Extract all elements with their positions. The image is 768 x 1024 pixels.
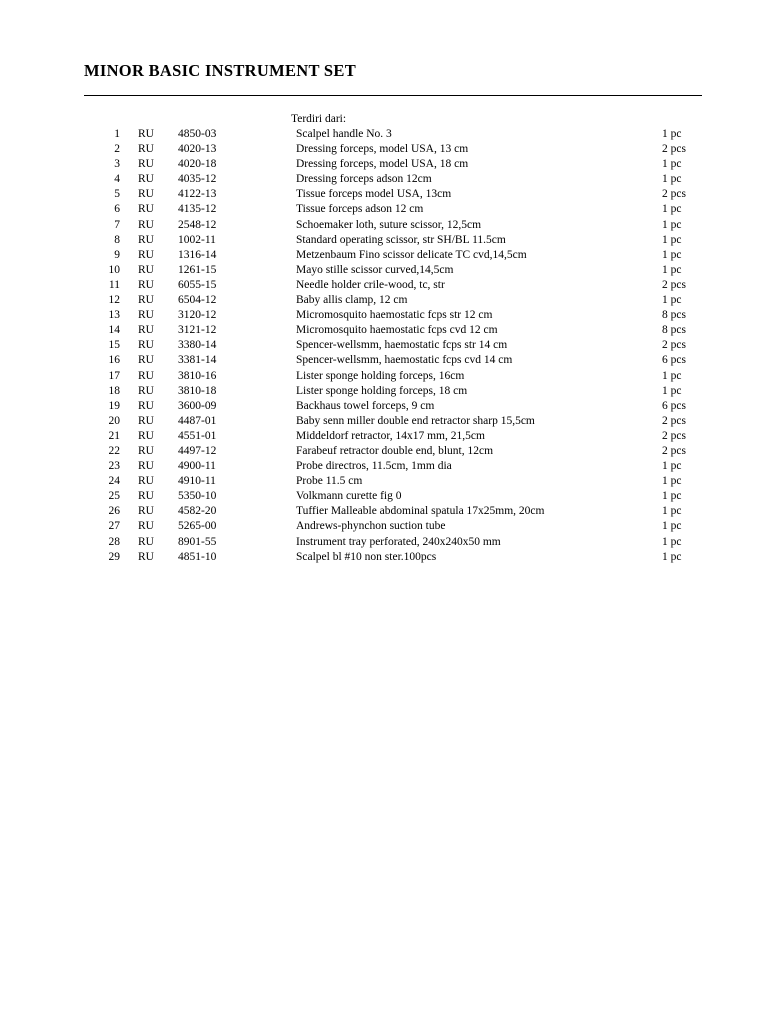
item-description: Baby senn miller double end retractor sharp 15,5cm <box>296 414 535 427</box>
item-quantity: 2 pcs <box>662 188 686 201</box>
item-number: 17 <box>108 369 120 382</box>
item-number: 22 <box>108 444 120 457</box>
item-number: 12 <box>108 294 120 307</box>
list-item <box>0 263 768 278</box>
title-divider <box>84 95 702 96</box>
item-prefix: RU <box>138 490 154 503</box>
item-description: Lister sponge holding forceps, 18 cm <box>296 384 468 397</box>
item-prefix: RU <box>138 444 154 457</box>
intro-text: Terdiri dari: <box>291 113 347 125</box>
item-quantity: 1 pc <box>662 294 682 307</box>
list-item <box>0 248 768 263</box>
list-item <box>0 369 768 384</box>
list-item <box>0 429 768 444</box>
list-item <box>0 550 768 565</box>
item-code: 1261-15 <box>178 263 217 276</box>
item-description: Middeldorf retractor, 14x17 mm, 21,5cm <box>296 429 485 442</box>
item-quantity: 1 pc <box>662 460 682 473</box>
item-number: 24 <box>108 475 120 488</box>
item-number: 28 <box>108 535 120 548</box>
item-quantity: 2 pcs <box>662 444 686 457</box>
item-quantity: 1 pc <box>662 475 682 488</box>
list-item <box>0 142 768 157</box>
item-quantity: 1 pc <box>662 248 682 261</box>
item-code: 1002-11 <box>178 233 216 246</box>
list-item <box>0 504 768 519</box>
item-description: Tissue forceps model USA, 13cm <box>296 188 452 201</box>
list-item <box>0 444 768 459</box>
item-number: 23 <box>108 460 120 473</box>
item-code: 5265-00 <box>178 520 217 533</box>
item-quantity: 1 pc <box>662 384 682 397</box>
item-number: 19 <box>108 399 120 412</box>
item-description: Micromosquito haemostatic fcps cvd 12 cm <box>296 324 498 337</box>
item-description: Farabeuf retractor double end, blunt, 12cm <box>296 444 494 457</box>
item-prefix: RU <box>138 248 154 261</box>
item-code: 4910-11 <box>178 475 216 488</box>
list-item <box>0 172 768 187</box>
item-quantity: 1 pc <box>662 158 682 171</box>
item-number: 6 <box>114 203 120 216</box>
item-prefix: RU <box>138 173 154 186</box>
list-item <box>0 308 768 323</box>
list-item <box>0 459 768 474</box>
item-quantity: 1 pc <box>662 505 682 518</box>
item-description: Volkmann curette fig 0 <box>296 490 402 503</box>
item-prefix: RU <box>138 233 154 246</box>
item-code: 8901-55 <box>178 535 217 548</box>
item-code: 4582-20 <box>178 505 217 518</box>
item-prefix: RU <box>138 324 154 337</box>
item-code: 1316-14 <box>178 248 217 261</box>
list-item <box>0 489 768 504</box>
instrument-list <box>0 127 768 565</box>
item-quantity: 8 pcs <box>662 309 686 322</box>
item-description: Dressing forceps, model USA, 13 cm <box>296 143 469 156</box>
item-quantity: 6 pcs <box>662 354 686 367</box>
item-prefix: RU <box>138 399 154 412</box>
item-prefix: RU <box>138 158 154 171</box>
list-item <box>0 218 768 233</box>
item-description: Lister sponge holding forceps, 16cm <box>296 369 465 382</box>
item-prefix: RU <box>138 384 154 397</box>
item-prefix: RU <box>138 294 154 307</box>
item-description: Backhaus towel forceps, 9 cm <box>296 399 435 412</box>
item-prefix: RU <box>138 128 154 140</box>
item-prefix: RU <box>138 535 154 548</box>
item-description: Andrews-phynchon suction tube <box>296 520 446 533</box>
item-description: Scalpel handle No. 3 <box>296 128 392 140</box>
list-item <box>0 127 768 142</box>
item-code: 4135-12 <box>178 203 217 216</box>
item-prefix: RU <box>138 309 154 322</box>
item-code: 3381-14 <box>178 354 217 367</box>
item-quantity: 1 pc <box>662 203 682 216</box>
list-item <box>0 353 768 368</box>
item-code: 3810-18 <box>178 384 217 397</box>
item-number: 5 <box>114 188 120 201</box>
item-prefix: RU <box>138 414 154 427</box>
item-number: 29 <box>108 550 120 563</box>
item-number: 13 <box>108 309 120 322</box>
item-prefix: RU <box>138 460 154 473</box>
item-quantity: 1 pc <box>662 535 682 548</box>
item-prefix: RU <box>138 475 154 488</box>
item-quantity: 1 pc <box>662 233 682 246</box>
item-quantity: 1 pc <box>662 218 682 231</box>
list-item <box>0 293 768 308</box>
item-number: 20 <box>108 414 120 427</box>
item-description: Instrument tray perforated, 240x240x50 mm <box>296 535 501 548</box>
item-description: Spencer-wellsmm, haemostatic fcps str 14 cm <box>296 339 508 352</box>
item-code: 4020-18 <box>178 158 217 171</box>
item-number: 21 <box>108 429 120 442</box>
item-description: Micromosquito haemostatic fcps str 12 cm <box>296 309 493 322</box>
item-prefix: RU <box>138 520 154 533</box>
item-number: 11 <box>108 278 120 291</box>
item-prefix: RU <box>138 188 154 201</box>
item-code: 6504-12 <box>178 294 217 307</box>
item-code: 3380-14 <box>178 339 217 352</box>
item-quantity: 2 pcs <box>662 414 686 427</box>
document-title: MINOR BASIC INSTRUMENT SET <box>84 61 357 80</box>
item-quantity: 2 pcs <box>662 143 686 156</box>
list-item <box>0 519 768 534</box>
item-code: 4900-11 <box>178 460 216 473</box>
list-item <box>0 233 768 248</box>
item-number: 25 <box>108 490 120 503</box>
item-prefix: RU <box>138 550 154 563</box>
item-description: Probe directros, 11.5cm, 1mm dia <box>296 460 452 473</box>
item-code: 5350-10 <box>178 490 217 503</box>
item-description: Schoemaker loth, suture scissor, 12,5cm <box>296 218 482 231</box>
item-code: 3810-16 <box>178 369 217 382</box>
item-number: 4 <box>114 173 120 186</box>
item-prefix: RU <box>138 505 154 518</box>
list-item <box>0 399 768 414</box>
item-quantity: 6 pcs <box>662 399 686 412</box>
item-number: 7 <box>114 218 120 231</box>
item-description: Tuffier Malleable abdominal spatula 17x25mm, 20cm <box>296 505 545 518</box>
item-description: Spencer-wellsmm, haemostatic fcps cvd 14 cm <box>296 354 513 367</box>
list-item <box>0 338 768 353</box>
item-number: 15 <box>108 339 120 352</box>
item-prefix: RU <box>138 203 154 216</box>
item-number: 1 <box>114 128 120 140</box>
item-quantity: 1 pc <box>662 263 682 276</box>
item-prefix: RU <box>138 218 154 231</box>
item-description: Standard operating scissor, str SH/BL 11.5cm <box>296 233 506 246</box>
item-code: 3121-12 <box>178 324 217 337</box>
item-prefix: RU <box>138 429 154 442</box>
list-item <box>0 384 768 399</box>
item-code: 3120-12 <box>178 309 217 322</box>
item-description: Probe 11.5 cm <box>296 475 363 488</box>
list-item <box>0 323 768 338</box>
item-number: 9 <box>114 248 120 261</box>
item-number: 26 <box>108 505 120 518</box>
item-number: 8 <box>114 233 120 246</box>
item-quantity: 2 pcs <box>662 339 686 352</box>
item-description: Metzenbaum Fino scissor delicate TC cvd,14,5cm <box>296 248 527 261</box>
item-description: Scalpel bl #10 non ster.100pcs <box>296 550 437 563</box>
list-item <box>0 157 768 172</box>
item-quantity: 1 pc <box>662 490 682 503</box>
list-item <box>0 278 768 293</box>
item-number: 27 <box>108 520 120 533</box>
item-number: 14 <box>108 324 120 337</box>
list-item <box>0 202 768 217</box>
list-item <box>0 414 768 429</box>
item-prefix: RU <box>138 263 154 276</box>
item-description: Needle holder crile-wood, tc, str <box>296 278 445 291</box>
item-number: 3 <box>114 158 120 171</box>
item-quantity: 1 pc <box>662 173 682 186</box>
item-code: 6055-15 <box>178 278 217 291</box>
item-quantity: 2 pcs <box>662 278 686 291</box>
item-number: 10 <box>108 263 120 276</box>
item-code: 4497-12 <box>178 444 217 457</box>
item-code: 4551-01 <box>178 429 217 442</box>
item-code: 4035-12 <box>178 173 217 186</box>
item-code: 4850-03 <box>178 128 217 140</box>
item-code: 4122-13 <box>178 188 217 201</box>
item-description: Baby allis clamp, 12 cm <box>296 294 408 307</box>
item-prefix: RU <box>138 278 154 291</box>
item-quantity: 1 pc <box>662 520 682 533</box>
item-prefix: RU <box>138 354 154 367</box>
list-item <box>0 535 768 550</box>
item-code: 4020-13 <box>178 143 217 156</box>
item-prefix: RU <box>138 369 154 382</box>
item-number: 16 <box>108 354 120 367</box>
item-quantity: 1 pc <box>662 128 682 140</box>
item-quantity: 1 pc <box>662 369 682 382</box>
item-description: Tissue forceps adson 12 cm <box>296 203 424 216</box>
item-number: 2 <box>114 143 120 156</box>
list-item <box>0 187 768 202</box>
item-description: Mayo stille scissor curved,14,5cm <box>296 263 454 276</box>
item-description: Dressing forceps adson 12cm <box>296 173 432 186</box>
item-code: 3600-09 <box>178 399 217 412</box>
item-code: 4487-01 <box>178 414 217 427</box>
item-number: 18 <box>108 384 120 397</box>
item-quantity: 2 pcs <box>662 429 686 442</box>
item-code: 4851-10 <box>178 550 217 563</box>
item-prefix: RU <box>138 339 154 352</box>
item-description: Dressing forceps, model USA, 18 cm <box>296 158 469 171</box>
item-quantity: 8 pcs <box>662 324 686 337</box>
item-code: 2548-12 <box>178 218 217 231</box>
list-item <box>0 474 768 489</box>
item-prefix: RU <box>138 143 154 156</box>
item-quantity: 1 pc <box>662 550 682 563</box>
